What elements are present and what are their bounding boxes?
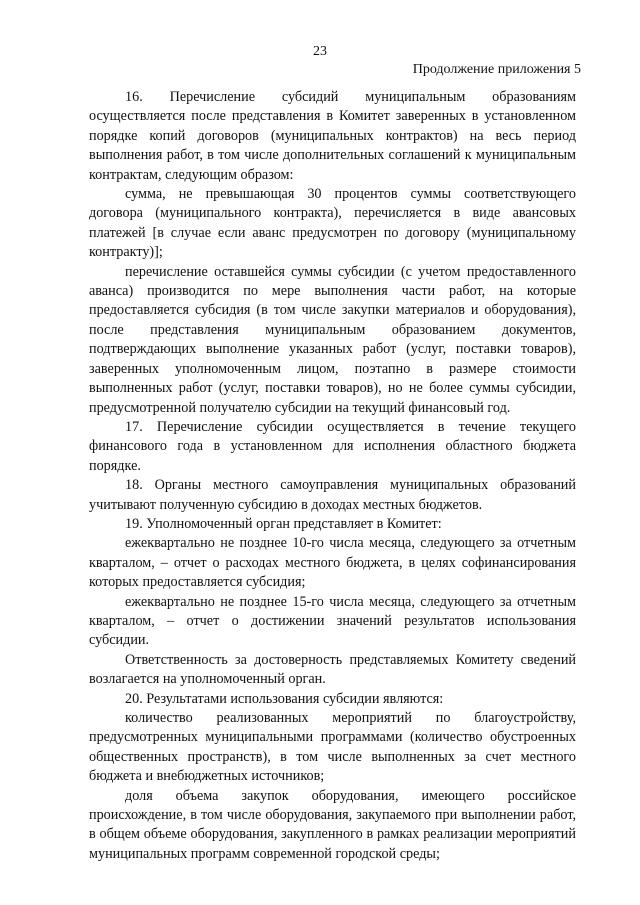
paragraph-result-improvement-count: количество реализованных мероприятий по благоустройству, предусмотренных муниципальными программами (количество обустроенных общественных пространств), в том числе выполненных за счет местного бюджета и внебюджетных источников; — [89, 710, 576, 785]
paragraph-result-russian-equipment-share: доля объема закупок оборудования, имеющего российское происхождение, в том числе оборудования, закупаемого при выполнении работ, в общем объеме оборудования, закупленного в рамках реализации мероприятий муниципальных программ современной городской среды; — [89, 787, 576, 862]
paragraph-16: 16. Перечисление субсидий муниципальным образованиям осуществляется после представления в Комитет заверенных в установленном порядке копий договоров (муниципальных контрактов) на весь период выполнения работ, в том числе дополнительных соглашений к муниципальным контрактам, следующим образом: — [89, 89, 576, 183]
appendix-continuation-note: Продолжение приложения 5 — [412, 62, 581, 77]
paragraph-remaining-subsidy: перечисление оставшейся суммы субсидии (с учетом предоставленного аванса) производится по мере выполнения части работ, на которые предоставляется субсидия (в том числе закупки материалов и оборудования), после представления муниципальным образованием документов, подтверждающих выполнение указанных работ (услуг, поставки товаров), заверенных уполномоченным лицом, поэтапно в размере стоимости выполненных работ (услуг, поставки товаров), но не более суммы субсидии, предусмотренной получателю субсидии на текущий финансовый год. — [89, 263, 576, 416]
paragraph-advance-payment: сумма, не превышающая 30 процентов суммы соответствующего договора (муниципального контракта), перечисляется в виде авансовых платежей [в случае если аванс предусмотрен по договору (муниципальному контракту)]; — [89, 186, 576, 261]
paragraph-20: 20. Результатами использования субсидии являются: — [125, 690, 444, 707]
paragraph-quarterly-expense-report: ежеквартально не позднее 10-го числа месяца, следующего за отчетным кварталом, – отчет о расходах местного бюджета, в целях софинансирования которых предоставляется субсидия; — [89, 535, 576, 591]
paragraph-18: 18. Органы местного самоуправления муниципальных образований учитывают полученную субсидию в доходах местных бюджетов. — [89, 477, 576, 513]
paragraph-quarterly-results-report: ежеквартально не позднее 15-го числа месяца, следующего за отчетным кварталом, – отчет о достижении значений результатов использования субсидии. — [89, 593, 576, 649]
paragraph-19: 19. Уполномоченный орган представляет в Комитет: — [125, 515, 442, 532]
paragraph-responsibility: Ответственность за достоверность представляемых Комитету сведений возлагается на уполномоченный орган. — [89, 651, 576, 688]
page-number: 23 — [313, 44, 327, 59]
paragraph-17: 17. Перечисление субсидии осуществляется в течение текущего финансового года в установленном для исполнения областного бюджета порядке. — [89, 418, 576, 474]
document-body — [89, 88, 576, 864]
